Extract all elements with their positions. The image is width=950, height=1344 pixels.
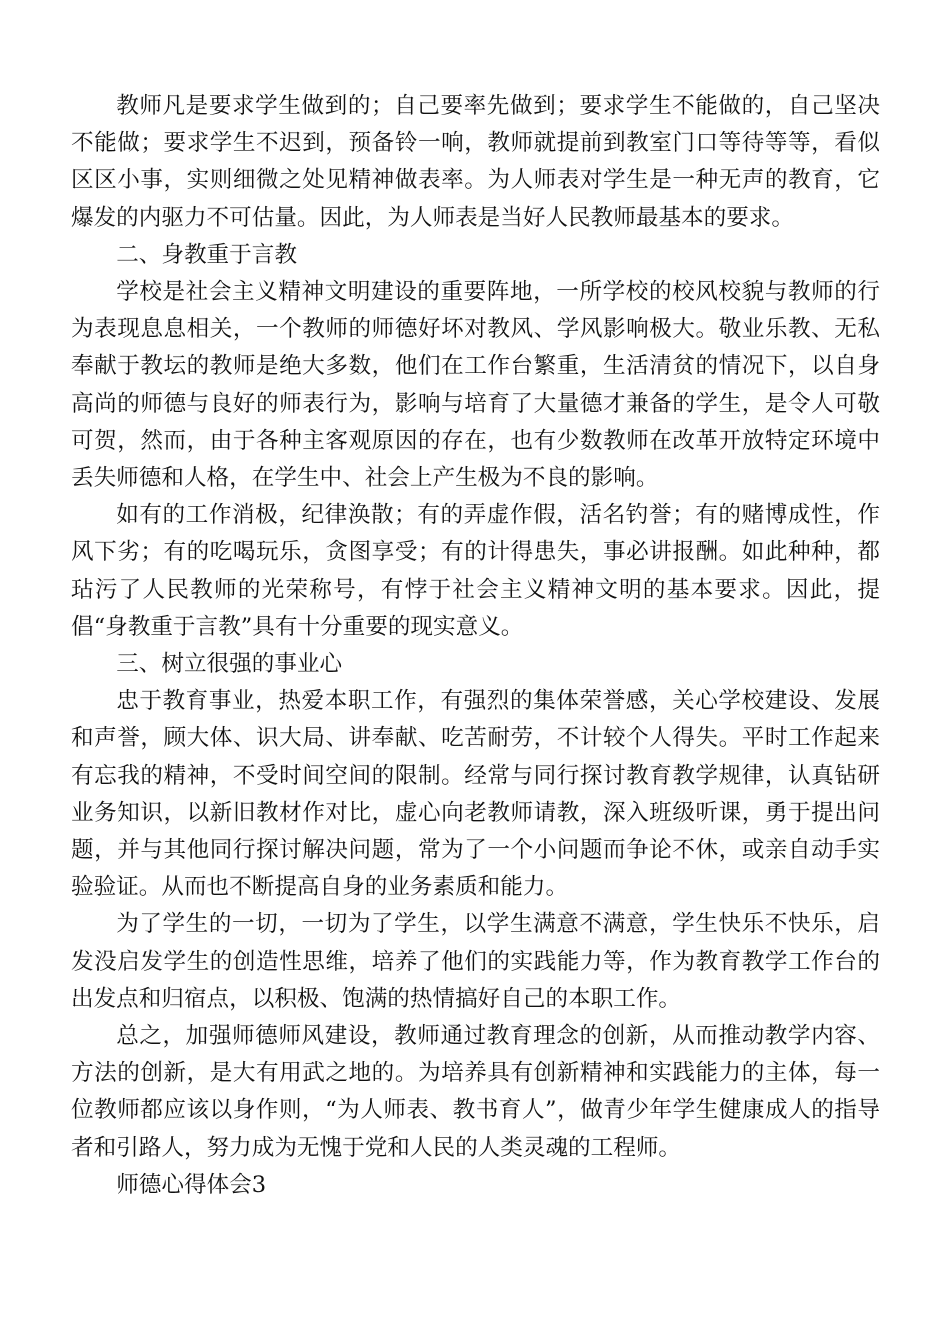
paragraph-school-ethics: 学校是社会主义精神文明建设的重要阵地，一所学校的校风校貌与教师的行为表现息息相关，一个教师的师德好坏对教风、学风影响极大。敬业乐教、无私奉献于教坛的教师是绝大多数，他们在工作台繁重，生活清贫的情况下，以自身高尚的师德与良好的师表行为，影响与培育了大量德才兼备的学生，是令人可敬可贺，然而，由于各种主客观原因的存在，也有少数教师在改革开放特定环境中丢失师德和人格，在学生中、社会上产生极为不良的影响。 [71, 279, 880, 492]
section-heading-2: 二、身教重于言教 [116, 241, 297, 268]
paragraph-negative-examples: 如有的工作消极，纪律涣散；有的弄虚作假，活名钓誉；有的赌博成性，作风下劣；有的吃喝玩乐，贪图享受；有的计得患失，事必讲报酬。如此种种，都玷污了人民教师的光荣称号，有悖于社会主义精神文明的基本要求。因此，提倡“身教重于言教”具有十分重要的现实意义。 [71, 502, 880, 640]
paragraph-for-students: 为了学生的一切，一切为了学生，以学生满意不满意，学生快乐不快乐，启发没启发学生的创造性思维，培养了他们的实践能力等，作为教育教学工作台的出发点和归宿点，以积极、饱满的热情搞好自己的本职工作。 [71, 911, 880, 1012]
paragraph-conclusion: 总之，加强师德师风建设，教师通过教育理念的创新，从而推动教学内容、方法的创新，是大有用武之地的。为培养具有创新精神和实践能力的主体，每一位教师都应该以身作则，“为人师表、教书育人”，做青少年学生健康成人的指导者和引路人，努力成为无愧于党和人民的人类灵魂的工程师。 [71, 1023, 880, 1161]
paragraph-role-model: 教师凡是要求学生做到的；自己要率先做到；要求学生不能做的，自己坚决不能做；要求学生不迟到，预备铃一响，教师就提前到教室门口等待等等，看似区区小事，实则细微之处见精神做表率。为人师表对学生是一种无声的教育，它爆发的内驱力不可估量。因此，为人师表是当好人民教师最基本的要求。 [71, 93, 880, 231]
paragraph-dedication: 忠于教育事业，热爱本职工作，有强烈的集体荣誉感，关心学校建设、发展和声誉，顾大体、识大局、讲奉献、吃苦耐劳，不计较个人得失。平时工作起来有忘我的精神，不受时间空间的限制。经常与同行探讨教育教学规律，认真钻研业务知识，以新旧教材作对比，虚心向老教师请教，深入班级听课，勇于提出问题，并与其他同行探讨解决问题，常为了一个小问题而争论不休，或亲自动手实验验证。从而也不断提高自身的业务素质和能力。 [71, 688, 880, 901]
next-section-title: 师德心得体会3 [116, 1171, 267, 1198]
section-heading-3: 三、树立很强的事业心 [116, 651, 343, 678]
